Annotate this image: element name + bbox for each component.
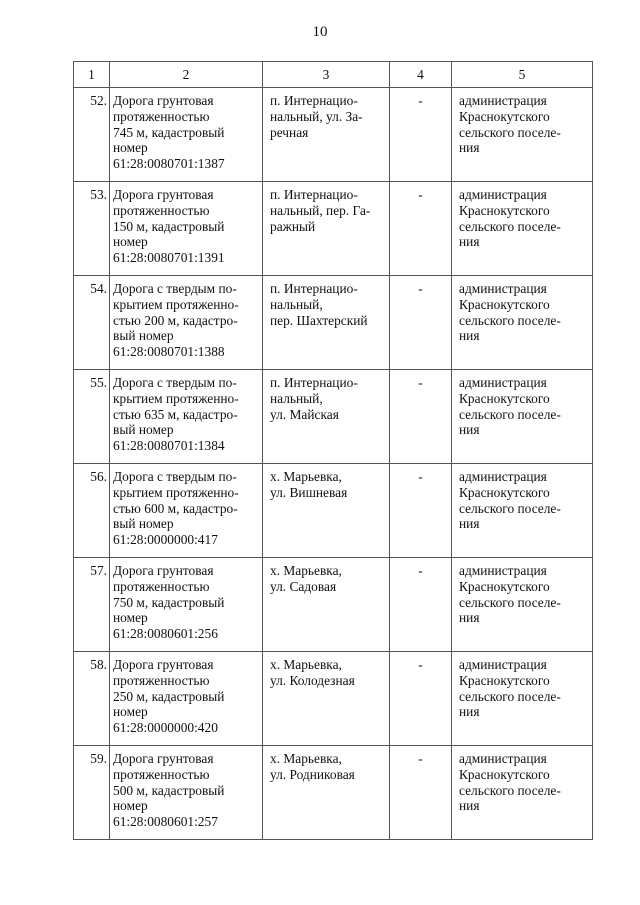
owner-line: ния xyxy=(459,610,480,626)
owner-line: ния xyxy=(459,516,480,532)
owner-line: администрация xyxy=(459,187,547,202)
header-col-4: 4 xyxy=(390,62,452,88)
table-row xyxy=(74,558,593,652)
owner-line: Краснокутского xyxy=(459,672,550,688)
description-line: номер xyxy=(113,610,148,626)
object-address xyxy=(263,558,390,652)
object-address xyxy=(263,276,390,370)
owner-line: сельского поселе- xyxy=(459,124,561,140)
table-row xyxy=(74,88,593,182)
address-line: нальный, xyxy=(270,296,323,312)
column-4-value: - xyxy=(390,276,452,370)
description-line: 61:28:0000000:420 xyxy=(113,720,218,736)
owner-line: администрация xyxy=(459,657,547,672)
address-line: х. Марьевка, xyxy=(270,563,342,578)
owner-line: Краснокутского xyxy=(459,766,550,782)
address-line: ул. Вишневая xyxy=(270,484,348,500)
column-4-value: - xyxy=(390,652,452,746)
column-4-value: - xyxy=(390,464,452,558)
table-row xyxy=(74,746,593,840)
owner-line: сельского поселе- xyxy=(459,406,561,422)
object-description xyxy=(110,276,263,370)
description-line: 61:28:0080701:1387 xyxy=(113,156,225,172)
owner-line: Краснокутского xyxy=(459,202,550,218)
address-line: п. Интернацио- xyxy=(270,375,358,390)
address-line: п. Интернацио- xyxy=(270,281,358,296)
description-line: номер xyxy=(113,798,148,814)
description-line: 61:28:0080701:1388 xyxy=(113,344,225,360)
address-line: п. Интернацио- xyxy=(270,187,358,202)
address-line: ул. Родниковая xyxy=(270,766,355,782)
row-number: 53. xyxy=(74,182,110,276)
description-line: 150 м, кадастровый xyxy=(113,218,225,234)
description-line: стью 635 м, кадастро- xyxy=(113,406,238,422)
table-row xyxy=(74,652,593,746)
address-line: ражный xyxy=(270,218,316,234)
column-4-value: - xyxy=(390,558,452,652)
object-address xyxy=(263,746,390,840)
owner-line: сельского поселе- xyxy=(459,594,561,610)
description-line: вый номер xyxy=(113,516,174,532)
owner-name xyxy=(452,182,593,276)
description-line: протяженностью xyxy=(113,672,210,688)
owner-line: администрация xyxy=(459,375,547,390)
owner-name xyxy=(452,558,593,652)
description-line: 250 м, кадастровый xyxy=(113,688,225,704)
column-4-value: - xyxy=(390,370,452,464)
description-line: 61:28:0080701:1384 xyxy=(113,438,225,454)
owner-name xyxy=(452,746,593,840)
address-line: ул. Садовая xyxy=(270,578,337,594)
address-line: х. Марьевка, xyxy=(270,751,342,766)
owner-name xyxy=(452,464,593,558)
address-line: пер. Шахтерский xyxy=(270,312,368,328)
owner-line: ния xyxy=(459,798,480,814)
description-line: 61:28:0000000:417 xyxy=(113,532,218,548)
object-description xyxy=(110,88,263,182)
object-description xyxy=(110,370,263,464)
owner-line: администрация xyxy=(459,93,547,108)
description-line: крытием протяженно- xyxy=(113,390,239,406)
owner-line: сельского поселе- xyxy=(459,500,561,516)
owner-name xyxy=(452,370,593,464)
address-line: х. Марьевка, xyxy=(270,657,342,672)
row-number: 57. xyxy=(74,558,110,652)
description-line: протяженностью xyxy=(113,202,210,218)
object-description xyxy=(110,558,263,652)
row-number: 56. xyxy=(74,464,110,558)
owner-line: сельского поселе- xyxy=(459,688,561,704)
description-line: Дорога грунтовая xyxy=(113,657,214,672)
object-description xyxy=(110,182,263,276)
header-row xyxy=(74,62,593,88)
owner-line: Краснокутского xyxy=(459,578,550,594)
object-address xyxy=(263,88,390,182)
owner-line: сельского поселе- xyxy=(459,218,561,234)
owner-line: ния xyxy=(459,704,480,720)
owner-line: сельского поселе- xyxy=(459,312,561,328)
owner-line: Краснокутского xyxy=(459,108,550,124)
object-address xyxy=(263,464,390,558)
description-line: крытием протяженно- xyxy=(113,484,239,500)
description-line: крытием протяженно- xyxy=(113,296,239,312)
address-line: нальный, xyxy=(270,390,323,406)
owner-name xyxy=(452,652,593,746)
owner-name xyxy=(452,88,593,182)
owner-line: ния xyxy=(459,422,480,438)
description-line: протяженностью xyxy=(113,108,210,124)
description-line: номер xyxy=(113,140,148,156)
owner-line: Краснокутского xyxy=(459,390,550,406)
object-address xyxy=(263,652,390,746)
description-line: Дорога грунтовая xyxy=(113,93,214,108)
row-number: 54. xyxy=(74,276,110,370)
description-line: номер xyxy=(113,704,148,720)
address-line: нальный, ул. За- xyxy=(270,108,363,124)
owner-line: ния xyxy=(459,328,480,344)
description-line: 500 м, кадастровый xyxy=(113,782,225,798)
address-line: нальный, пер. Га- xyxy=(270,202,371,218)
description-line: 750 м, кадастровый xyxy=(113,594,225,610)
header-col-3: 3 xyxy=(263,62,390,88)
description-line: стью 200 м, кадастро- xyxy=(113,312,238,328)
row-number: 55. xyxy=(74,370,110,464)
description-line: Дорога грунтовая xyxy=(113,751,214,766)
owner-line: администрация xyxy=(459,281,547,296)
description-line: протяженностью xyxy=(113,578,210,594)
owner-line: ния xyxy=(459,140,480,156)
owner-line: Краснокутского xyxy=(459,296,550,312)
header-col-2: 2 xyxy=(110,62,263,88)
roads-table xyxy=(73,61,593,840)
owner-line: администрация xyxy=(459,563,547,578)
header-col-5: 5 xyxy=(452,62,593,88)
address-line: речная xyxy=(270,124,309,140)
object-description xyxy=(110,464,263,558)
address-line: п. Интернацио- xyxy=(270,93,358,108)
description-line: Дорога с твердым по- xyxy=(113,375,237,390)
table-row xyxy=(74,370,593,464)
description-line: номер xyxy=(113,234,148,250)
description-line: 745 м, кадастровый xyxy=(113,124,225,140)
column-4-value: - xyxy=(390,746,452,840)
address-line: х. Марьевка, xyxy=(270,469,342,484)
description-line: Дорога грунтовая xyxy=(113,563,214,578)
object-address xyxy=(263,370,390,464)
description-line: 61:28:0080701:1391 xyxy=(113,250,225,266)
owner-line: администрация xyxy=(459,751,547,766)
description-line: Дорога с твердым по- xyxy=(113,281,237,296)
object-description xyxy=(110,746,263,840)
table-row xyxy=(74,464,593,558)
description-line: вый номер xyxy=(113,422,174,438)
owner-line: администрация xyxy=(459,469,547,484)
description-line: вый номер xyxy=(113,328,174,344)
description-line: 61:28:0080601:257 xyxy=(113,814,218,830)
object-description xyxy=(110,652,263,746)
row-number: 59. xyxy=(74,746,110,840)
row-number: 58. xyxy=(74,652,110,746)
description-line: стью 600 м, кадастро- xyxy=(113,500,238,516)
address-line: ул. Майская xyxy=(270,406,339,422)
description-line: Дорога грунтовая xyxy=(113,187,214,202)
description-line: Дорога с твердым по- xyxy=(113,469,237,484)
description-line: 61:28:0080601:256 xyxy=(113,626,218,642)
owner-line: сельского поселе- xyxy=(459,782,561,798)
row-number: 52. xyxy=(74,88,110,182)
owner-line: Краснокутского xyxy=(459,484,550,500)
object-address xyxy=(263,182,390,276)
description-line: протяженностью xyxy=(113,766,210,782)
header-col-1: 1 xyxy=(74,62,110,88)
page-number: 10 xyxy=(312,24,328,40)
owner-line: ния xyxy=(459,234,480,250)
column-4-value: - xyxy=(390,182,452,276)
address-line: ул. Колодезная xyxy=(270,672,355,688)
table-row xyxy=(74,276,593,370)
column-4-value: - xyxy=(390,88,452,182)
table-row xyxy=(74,182,593,276)
owner-name xyxy=(452,276,593,370)
